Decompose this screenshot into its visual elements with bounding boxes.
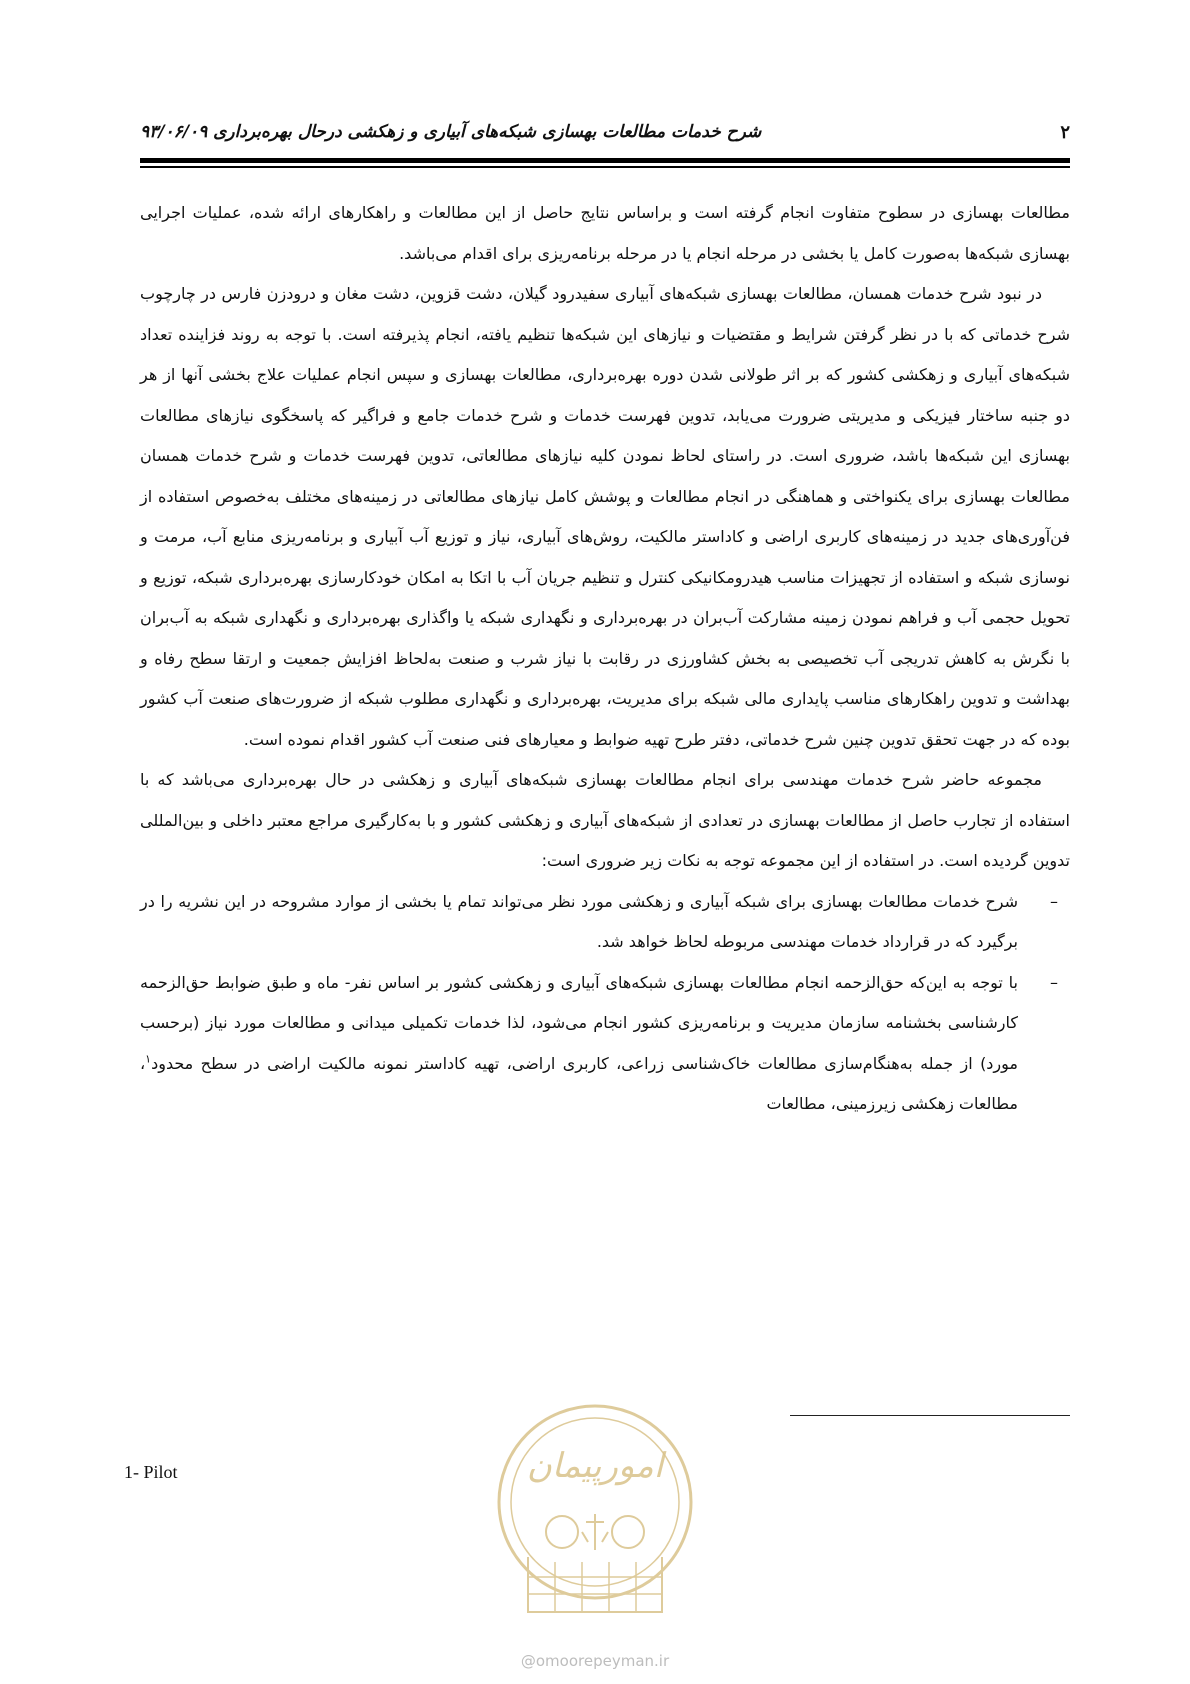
watermark-seal-text: امورپیمان: [526, 1446, 664, 1486]
paragraph-background: در نبود شرح خدمات همسان، مطالعات بهسازی شبکه‌های آبیاری سفیدرود گیلان، دشت قزوین، دشت مغان و درودزن فارس در چارچوب شرح خدماتی که با در نظر گرفتن شرایط و مقتضیات و نیازهای این شبکه‌ها تنظیم یافته، انجام پذیرفته است. با توجه به روند فزاینده تعداد شبکه‌های آبیاری و زهکشی کشور که بر اثر طولانی شدن دوره بهره‌برداری، مطالعات بهسازی و سپس انجام عملیات علاج بخشی آنها از هر دو جنبه ساختار فیزیکی و مدیریتی ضرورت می‌یابد، تدوین فهرست خدمات و شرح خدمات جامع و فراگیر که پاسخگوی نیازهای مطالعات بهسازی این شبکه‌ها باشد، ضروری است. در راستای لحاظ نمودن کلیه نیازهای مطالعاتی، تدوین فهرست خدمات و شرح خدمات همسان مطالعات بهسازی برای یکنواختی و هماهنگی در انجام مطالعات و پوشش کامل نیازهای مطالعاتی در زمینه‌های مختلف به‌خصوص استفاده از فن‌آوری‌های جدید در زمینه‌های کاربری اراضی و کاداستر مالکیت، روش‌های آبیاری، نیاز و توزیع آب آبیاری و برنامه‌ریزی منابع آب، مرمت و نوسازی شبکه و استفاده از تجهیزات مناسب هیدرومکانیکی کنترل و تنظیم جریان آب با اتکا به امکان خودکارسازی بهره‌برداری شبکه، توزیع و تحویل حجمی آب و فراهم نمودن زمینه مشارکت آب‌بران در بهره‌برداری و نگهداری شبکه یا واگذاری بهره‌برداری و نگهداری شبکه به آب‌بران با نگرش به کاهش تدریجی آب تخصیصی به بخش کشاورزی در رقابت با نیاز شرب و صنعت به‌لحاظ افزایش جمعیت و ارتقا سطح رفاه و بهداشت و تدوین راهکارهای مناسب پایداری مالی شبکه برای مدیریت، بهره‌برداری و نگهداری مطلوب شبکه از ضرورت‌های صنعت آب کشور بوده که در جهت تحقق تدوین چنین شرح خدماتی، دفتر طرح تهیه ضوابط و معیارهای فنی صنعت آب کشور اقدام نموده است.: [140, 284, 1070, 749]
footnote-separator: [790, 1415, 1070, 1416]
page-number: ۲: [1060, 122, 1070, 143]
bullet-dash: –: [1050, 972, 1058, 992]
header-rule-thin: [140, 166, 1070, 168]
watermark-url: @omoorepeyman.ir: [520, 1652, 670, 1670]
bullet-item: [140, 963, 1070, 1125]
body-text: [140, 193, 1070, 1125]
footnote: 1- Pilot: [124, 1462, 178, 1482]
page-header: [140, 122, 1070, 152]
bullet-text-part: با توجه به این‌که حق‌الزحمه انجام مطالعات بهسازی شبکه‌های آبیاری و زهکشی کشور بر اساس نفر- ماه و طبق ضوابط حق‌الزحمه کارشناسی بخشنامه سازمان مدیریت و برنامه‌ریزی کشور انجام می‌شود، لذا خدمات تکمیلی میدانی و مطالعات مورد نیاز (برحسب مورد) از جمله به‌هنگام‌سازی مطالعات خاک‌شناسی زراعی، کاربری اراضی، تهیه کاداستر نمونه مالکیت اراضی در سطح محدود: [140, 972, 1018, 1073]
paragraph-continuation: مطالعات بهسازی در سطوح متفاوت انجام گرفته است و براساس نتایج حاصل از این مطالعات و راهکارهای ارائه شده، عملیات اجرایی بهسازی شبکه‌ها به‌صورت کامل یا بخشی در مرحله انجام یا در مرحله برنامه‌ریزی برای اقدام می‌باشد.: [140, 203, 1070, 263]
watermark-seal: [490, 1382, 700, 1646]
bullet-text: [140, 963, 1018, 1125]
paragraph-collection-intro: مجموعه حاضر شرح خدمات مهندسی برای انجام مطالعات بهسازی شبکه‌های آبیاری و زهکشی در حال بهره‌برداری می‌باشد که با استفاده از تجارب حاصل از مطالعات بهسازی در تعدادی از شبکه‌های آبیاری و زهکشی کشور و با به‌کارگیری مراجع معتبر داخلی و بین‌المللی تدوین گردیده است. در استفاده از این مجموعه توجه به نکات زیر ضروری است:: [140, 770, 1070, 870]
footnote-reference[interactable]: ۱: [145, 1052, 152, 1066]
header-rule-thick: [140, 158, 1070, 163]
bullet-text-part: ، مطالعات زهکشی زیرزمینی، مطالعات: [140, 1053, 1018, 1113]
header-title: شرح خدمات مطالعات بهسازی شبکه‌های آبیاری و زهکشی درحال بهره‌برداری ۹۳/۰۶/۰۹: [140, 122, 762, 142]
bullet-text: شرح خدمات مطالعات بهسازی برای شبکه آبیاری و زهکشی مورد نظر می‌تواند تمام یا بخشی از موارد مشروحه در این نشریه را در برگیرد که در قرارداد خدمات مهندسی مربوطه لحاظ خواهد شد.: [140, 891, 1018, 951]
bullet-dash: –: [1050, 891, 1058, 911]
bullet-item: [140, 882, 1070, 963]
